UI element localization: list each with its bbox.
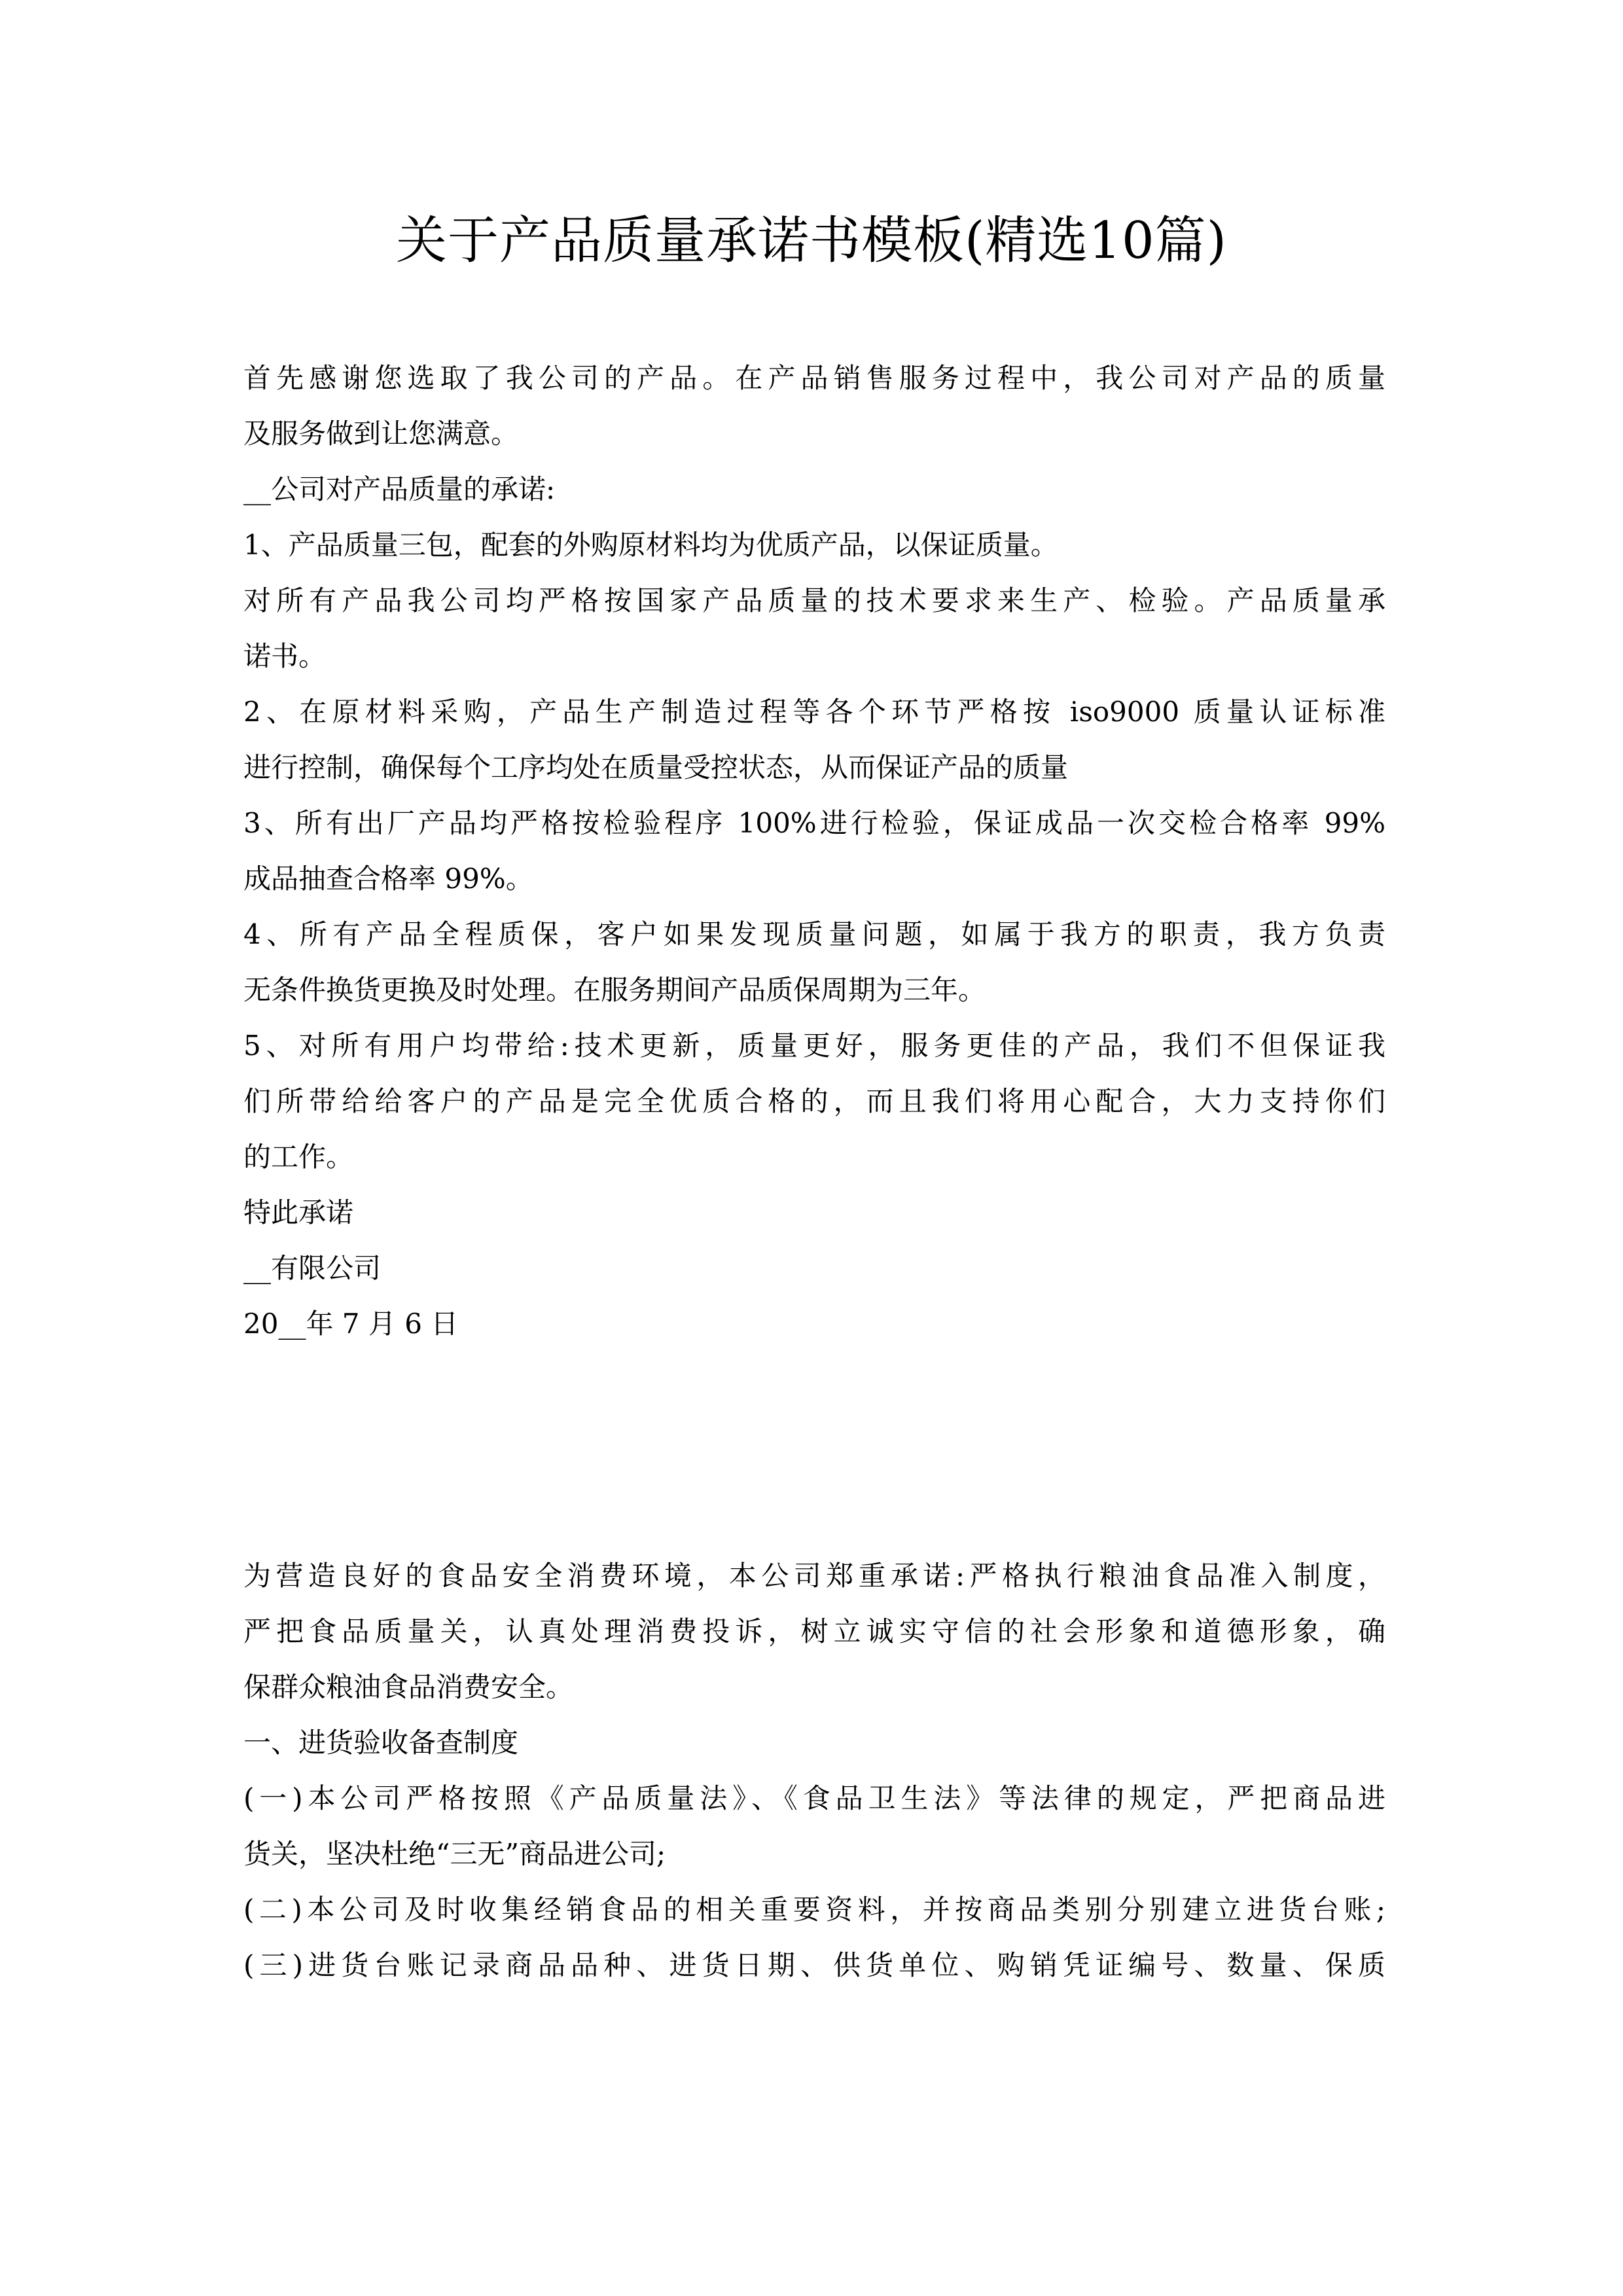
- paragraph-line: 首先感谢您选取了我公司的产品。在产品销售服务过程中，我公司对产品的质量: [243, 362, 1385, 394]
- commitment-item-4: 4、所有产品全程质保，客户如果发现质量问题，如属于我方的职责，我方负责: [243, 918, 1385, 950]
- commitment-item-1: 1、产品质量三包，配套的外购原材料均为优质产品，以保证质量。: [243, 529, 1058, 561]
- commitment-item-2: 2、在原材料采购，产品生产制造过程等各个环节严格按 iso9000 质量认证标准: [243, 696, 1385, 728]
- clause-3: (三)进货台账记录商品品种、进货日期、供货单位、购销凭证编号、数量、保质: [243, 1949, 1385, 1981]
- section-product-quality-commitment: [243, 350, 1385, 1352]
- paragraph-line: 对所有产品我公司均严格按国家产品质量的技术要求来生产、检验。产品质量承: [243, 584, 1385, 617]
- paragraph-line: 严把食品质量关，认真处理消费投诉，树立诚实守信的社会形象和道德形象，确: [243, 1615, 1385, 1647]
- paragraph-line: 成品抽查合格率 99%。: [243, 863, 533, 895]
- signature-date: 20__年 7 月 6 日: [243, 1308, 459, 1340]
- clause-1: (一)本公司严格按照《产品质量法》、《食品卫生法》等法律的规定，严把商品进: [243, 1782, 1385, 1814]
- clause-2: (二)本公司及时收集经销食品的相关重要资料，并按商品类别分别建立进货台账;: [243, 1893, 1385, 1926]
- paragraph-line: 为营造良好的食品安全消费环境，本公司郑重承诺:严格执行粮油食品准入制度，: [243, 1560, 1385, 1592]
- paragraph-line: 的工作。: [243, 1141, 354, 1173]
- commitment-item-5: 5、对所有用户均带给:技术更新，质量更好，服务更佳的产品，我们不但保证我: [243, 1030, 1385, 1062]
- commitment-heading: __公司对产品质量的承诺:: [243, 473, 556, 505]
- section-food-safety-commitment: [243, 1548, 1385, 1993]
- document-title: 关于产品质量承诺书模板(精选10篇): [395, 211, 1228, 270]
- paragraph-line: 进行控制，确保每个工序均处在质量受控状态，从而保证产品的质量: [243, 751, 1069, 783]
- signature-company: __有限公司: [243, 1252, 382, 1284]
- paragraph-line: 保群众粮油食品消费安全。: [243, 1671, 574, 1703]
- paragraph-line: 诺书。: [243, 640, 327, 672]
- paragraph-line: 货关，坚决杜绝“三无”商品进公司;: [243, 1838, 666, 1870]
- closing-statement: 特此承诺: [243, 1196, 354, 1229]
- section-heading: 一、进货验收备查制度: [243, 1727, 519, 1759]
- paragraph-line: 及服务做到让您满意。: [243, 418, 519, 450]
- paragraph-line: 无条件换货更换及时处理。在服务期间产品质保周期为三年。: [243, 974, 986, 1006]
- commitment-item-3: 3、所有出厂产品均严格按检验程序 100%进行检验，保证成品一次交检合格率 99%: [243, 807, 1385, 839]
- paragraph-line: 们所带给给客户的产品是完全优质合格的，而且我们将用心配合，大力支持你们: [243, 1085, 1385, 1117]
